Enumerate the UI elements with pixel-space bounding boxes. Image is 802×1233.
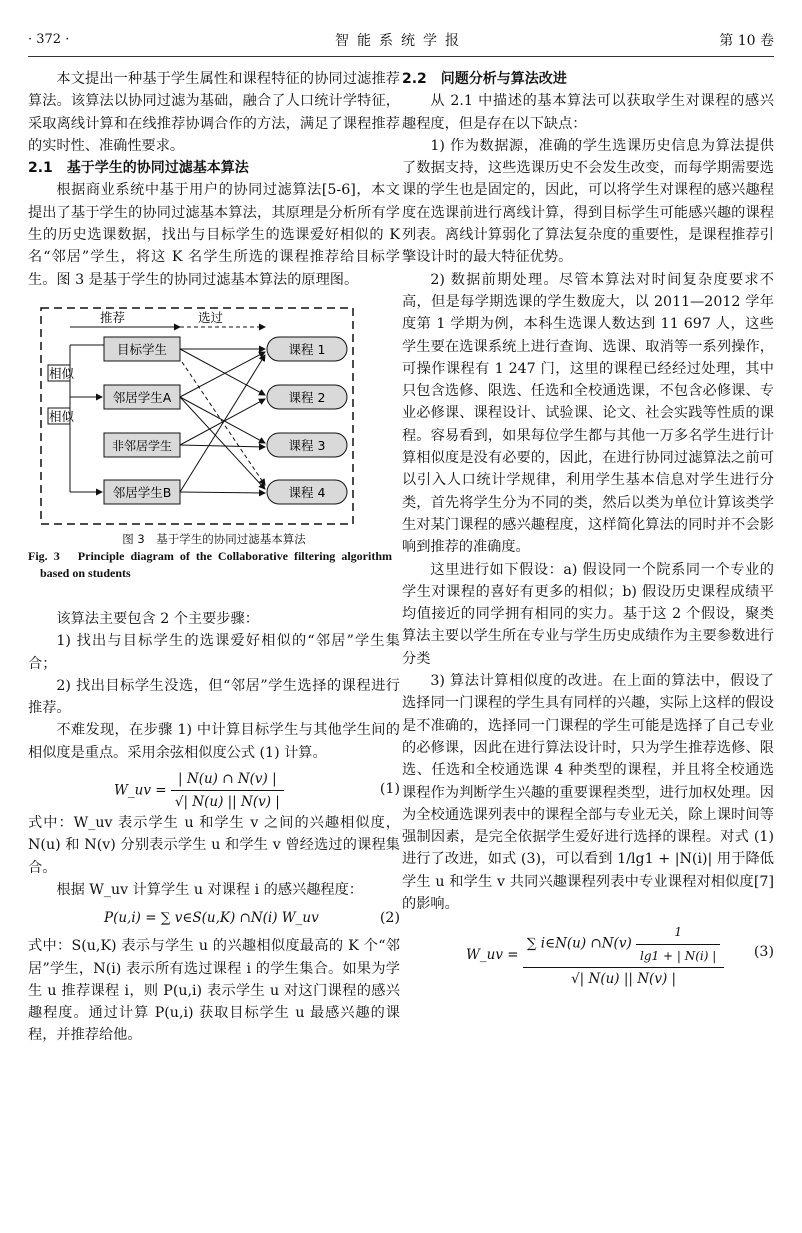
paragraph: 从 2.1 中描述的基本算法可以获取学生对课程的感兴趣程度，但是存在以下缺点：	[402, 93, 774, 132]
student-label: 邻居学生B	[112, 484, 172, 500]
paragraph: 1) 找出与目标学生的选课爱好相似的“邻居”学生集合；	[28, 633, 400, 672]
volume-label: 第 10 卷	[719, 33, 774, 49]
paragraph: 不难发现，在步骤 1) 中计算目标学生与其他学生间的相似度是重点。采用余弦相似度公式 (1) 计算。	[28, 722, 400, 761]
paragraph: 式中：S(u,K) 表示与学生 u 的兴趣相似度最高的 K 个“邻居”学生，N(i) 表示所有选过课程 i 的学生集合。如果为学生 u 推荐课程 i，则 P(u,i) 表示学生 u 对这门课程的感兴趣程度。通过计算 P(u,i) 获取目标学生 u 最感兴趣的课程，并推荐给他。	[28, 938, 400, 1044]
figure-3-caption-en: Fig. 3 Principle diagram of the Collaborative filtering algorithm based on students	[28, 548, 392, 580]
paragraph: 2) 找出目标学生没选，但“邻居”学生选择的课程进行推荐。	[28, 677, 400, 717]
eq1-numerator: | N(u) ∩ N(v) |	[171, 768, 284, 791]
course-label: 课程 1	[288, 341, 326, 357]
selection-arrows	[180, 349, 265, 493]
intro-paragraph: 本文提出一种基于学生属性和课程特征的协同过滤推荐算法。该算法以协同过滤为基础，融合了人口统计学特征，采取离线计算和在线推荐协调合作的方法，满足了课程推荐的实时性、准确性要求。	[28, 71, 400, 154]
eq3-sum: ∑ i∈N(u) ∩N(v)	[526, 935, 632, 952]
left-column	[28, 68, 400, 1047]
equation-1	[28, 768, 400, 811]
paragraph: 3) 算法计算相似度的改进。在上面的算法中，假设了选择同一门课程的学生具有同样的兴趣，实际上这样的假设是不准确的，选择同一门课程的学生可能是选择了自己专业的必修课，因此在进行算法设计时，只为学生推荐选修、限选、任选和全校通选课 4 种类型的课程，并且将全校通选课程作为判断学生兴趣的重要课程类型，进行加权处理。因为全校通选课列表中的课程全部与专业无关，除上课时间等强制因素，是完全依据学生爱好进行选择的课程。对式 (1) 进行了改进，如式 (3)，可以看到 1/lg1 + |N(i)| 用于降低学生 u 和学生 v 共同兴趣课程列表中专业课程对相似度[7]的影响。	[402, 673, 774, 912]
course-2	[267, 385, 347, 409]
equation-2	[28, 905, 400, 931]
eq3-inner-numerator: 1	[636, 921, 720, 944]
eq1-number: (1)	[379, 781, 400, 798]
eq2-number: (2)	[379, 910, 400, 927]
label-similar-2: 相似	[49, 408, 75, 424]
figure-3	[40, 307, 354, 525]
paragraph: 该算法主要包含 2 个主要步骤：	[56, 610, 259, 627]
figure-3-caption-cn: 图 3 基于学生的协同过滤基本算法	[122, 531, 306, 546]
student-label: 非邻居学生	[111, 438, 173, 453]
eq2-body: P(u,i) = ∑ v∈S(u,K) ∩N(i) W_uv	[104, 910, 319, 927]
eq1-lhs: W_uv =	[114, 782, 167, 799]
label-selected: 选过	[198, 309, 224, 325]
right-column	[402, 68, 774, 987]
equation-3	[402, 921, 774, 987]
paragraph: 根据 W_uv 计算学生 u 对课程 i 的感兴趣程度：	[56, 881, 363, 898]
section-2-1-heading: 2.1 基于学生的协同过滤基本算法	[28, 160, 249, 177]
eq3-denominator: √| N(u) || N(v) |	[571, 970, 677, 987]
student-non-neighbor	[104, 433, 180, 457]
student-target	[104, 337, 180, 361]
page-header	[28, 26, 774, 50]
recommend-arrows	[182, 362, 265, 485]
section-2-2-heading: 2.2 问题分析与算法改进	[402, 71, 567, 87]
student-neighbor-a	[104, 385, 180, 409]
course-label: 课程 4	[288, 484, 326, 500]
paragraph: 这里进行如下假设：a) 假设同一个院系同一个专业的学生对课程的喜好有更多的相似；b) 假设历史课程成绩平均值接近的同学拥有相同的实力。基于这 2 个假设，聚类算法主要以学生所在专业与学生历史成绩作为主要参数进行分类	[402, 561, 774, 667]
course-4	[267, 480, 347, 504]
label-similar-1: 相似	[49, 365, 75, 381]
course-label: 课程 2	[288, 389, 326, 405]
student-label: 邻居学生A	[112, 389, 172, 405]
label-recommend: 推荐	[100, 309, 126, 325]
eq3-inner-denominator: lg1 + | N(i) |	[640, 948, 717, 963]
student-neighbor-b	[104, 480, 180, 504]
course-3	[267, 433, 347, 457]
paragraph: 2) 数据前期处理。尽管本算法对时间复杂度要求不高，但是每学期选课的学生数庞大，以 2011—2012 学年度第 1 学期为例，本科生选课人数达到 11 697 人，这些学生要在选课系统上进行查询、选课、取消等一系列操作，可操作课程有 1 247 门，这里的课程已经经过处理，其中只包含选修、限选、任选和全校通选课，不包含必修课、专业必修课、课程设计、试验课、论文、社会实践等性质的课程。容易看到，如果每位学生都与其他一万多名学生进行计算相似度是没有必要的，因此，在进行协同过滤算法之前可以引入人口统计学规律，利用学生基本信息对学生进行分类，首先将学生分为不同的类，然后以类为单位计算该类学生对某门课程的感兴趣程度，这样简化算法的同时并不会影响到推荐的准确度。	[402, 271, 774, 556]
paragraph: 1) 作为数据源，准确的学生选课历史信息为算法提供了数据支持，这些选课历史不会发生改变，而每学期需要选课的学生也是固定的，因此，可以将学生对课程的感兴趣程度在选课前进行离线计算，得到目标学生可能感兴趣的课程列表。离线计算弱化了算法复杂度的重要性，是课程推荐引擎设计时的最大特征优势。	[402, 137, 774, 266]
header-rule	[28, 56, 774, 57]
paragraph: 式中：W_uv 表示学生 u 和学生 v 之间的兴趣相似度，N(u) 和 N(v) 分别表示学生 u 和学生 v 曾经选过的课程集合。	[28, 815, 400, 876]
eq3-number: (3)	[753, 944, 774, 961]
course-label: 课程 3	[288, 437, 326, 453]
eq3-lhs: W_uv =	[466, 947, 519, 964]
page-number: · 372 ·	[28, 32, 70, 47]
figure-3-diagram	[40, 307, 354, 525]
course-1	[267, 337, 347, 361]
paragraph: 根据商业系统中基于用户的协同过滤算法[5-6]，本文提出了基于学生的协同过滤基本算法，其原理是分析所有学生的历史选课数据，找出与目标学生的选课爱好相似的 K 名“邻居”学生，将这 K 名学生所选的课程推荐给目标学生。图 3 是基于学生的协同过滤基本算法的原理图。	[28, 182, 400, 288]
eq1-denominator: √| N(u) || N(v) |	[174, 794, 280, 811]
student-label: 目标学生	[116, 341, 168, 357]
journal-name: 智能系统学报	[335, 33, 467, 49]
